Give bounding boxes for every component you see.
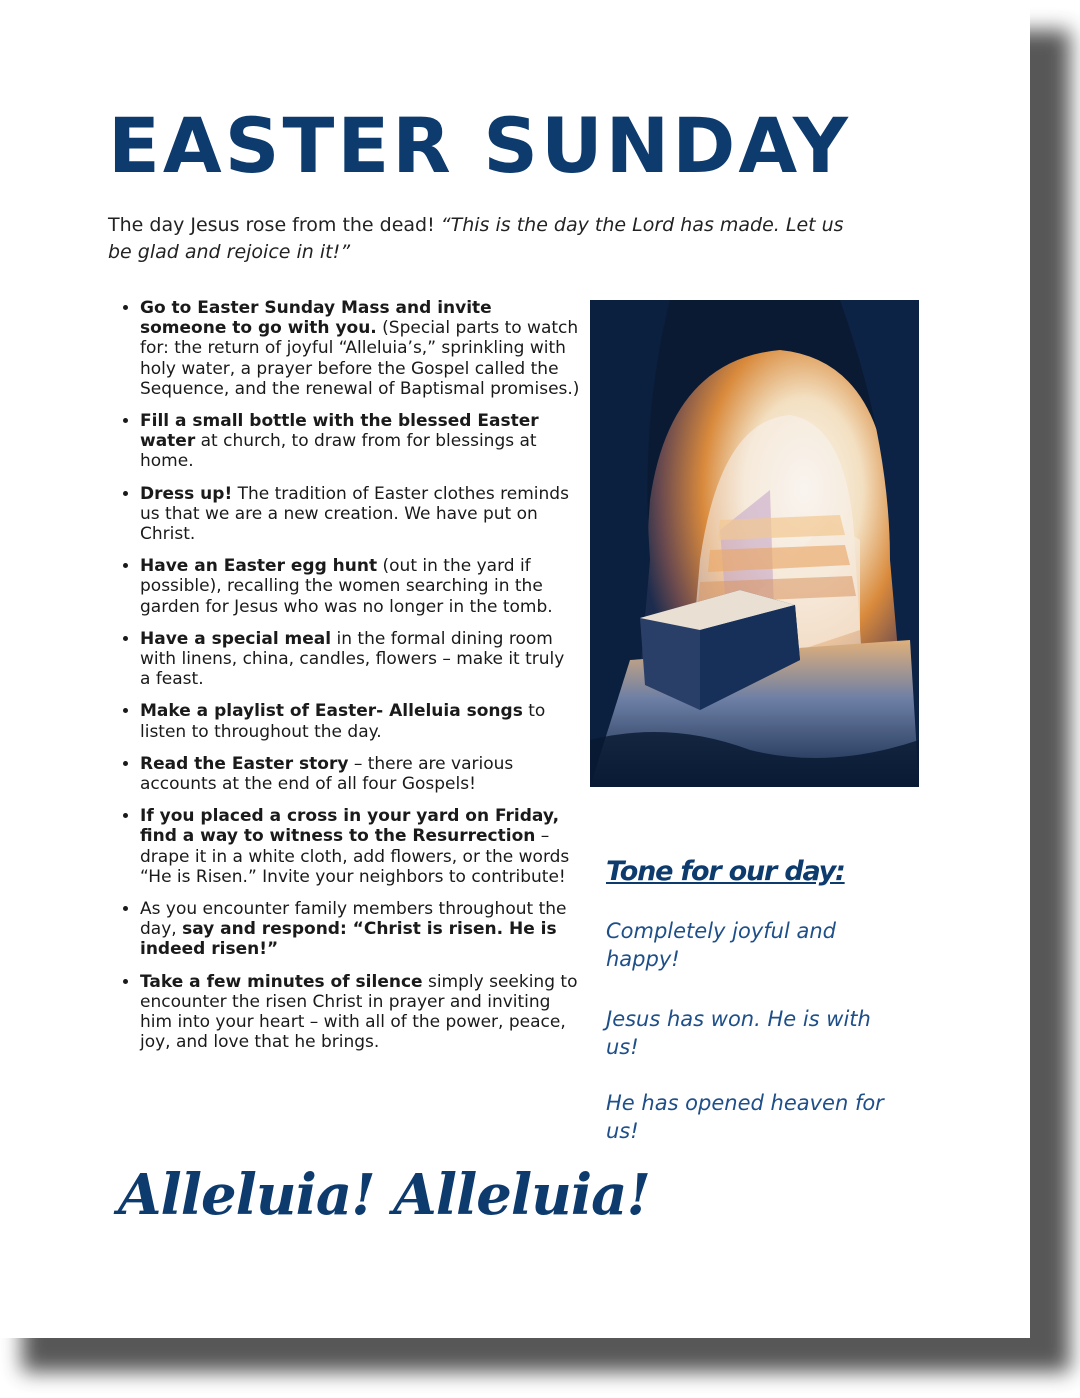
item-bold: If you placed a cross in your yard on Friday, find a way to witness to the Resurrection [140, 806, 560, 847]
tone-line: He has opened heaven for us! [606, 1091, 884, 1143]
item-bold: Read the Easter story [140, 753, 349, 774]
item-bold: Have an Easter egg hunt [140, 556, 378, 577]
item-bold: Go to Easter Sunday Mass and invite someone to go with you. [140, 298, 492, 339]
item-bold: say and respond: “Christ is risen. He is indeed risen!” [140, 919, 557, 960]
list-item [140, 899, 580, 960]
list-item [140, 411, 580, 472]
intro-plain: The day Jesus rose from the dead! [108, 214, 441, 236]
item-text: (Special parts to watch for: the return of joyful “Alleluia’s,” sprinkling with holy water, a prayer before the Gospel called the Sequence, and the renewal of Baptismal promises.) [140, 318, 580, 399]
list-item [140, 972, 580, 1053]
list-item [140, 754, 580, 794]
item-text: – drape it in a white cloth, add flowers, or the words “He is Risen.” Invite your neighbors to contribute! [140, 826, 570, 887]
list-item [140, 484, 580, 545]
list-item [140, 629, 580, 690]
page-title: EASTER SUNDAY [108, 101, 851, 190]
item-text: The tradition of Easter clothes reminds us that we are a new creation. We have put on Christ. [140, 483, 569, 545]
item-text: in the formal dining room with linens, china, candles, flowers – make it truly a feast. [140, 628, 565, 690]
intro-text [108, 212, 868, 266]
closing-script: Alleluia! Alleluia! [118, 1162, 651, 1228]
item-bold: Fill a small bottle with the blessed Easter water [140, 411, 539, 452]
activity-list [112, 298, 580, 1065]
item-text: to listen to throughout the day. [140, 701, 546, 742]
item-bold: Dress up! [140, 483, 233, 504]
item-text: simply seeking to encounter the risen Christ in prayer and inviting him into your heart – with all of the power, peace, joy, and love that he brings. [140, 971, 578, 1053]
tone-line: Completely joyful and happy! [606, 919, 836, 971]
tone-heading: Tone for our day: [606, 856, 845, 887]
item-text: – there are various accounts at the end of all four Gospels! [140, 753, 514, 795]
list-item [140, 298, 580, 399]
list-item [140, 701, 580, 741]
list-item [140, 806, 580, 887]
tone-line: Jesus has won. He is with us! [606, 1007, 871, 1059]
list-item [140, 556, 580, 617]
item-lead: As you encounter family members throughout the day, [140, 899, 567, 940]
empty-tomb-painting [590, 300, 919, 787]
item-bold: Make a playlist of Easter- Alleluia songs [140, 701, 523, 722]
item-bold: Take a few minutes of silence [140, 971, 423, 992]
item-text: at church, to draw from for blessings at home. [140, 431, 537, 472]
intro-quote: “This is the day the Lord has made. Let us be glad and rejoice in it!” [108, 214, 844, 263]
item-text: (out in the yard if possible), recalling the women searching in the garden for Jesus who was no longer in the tomb. [140, 556, 553, 617]
item-bold: Have a special meal [140, 628, 332, 649]
